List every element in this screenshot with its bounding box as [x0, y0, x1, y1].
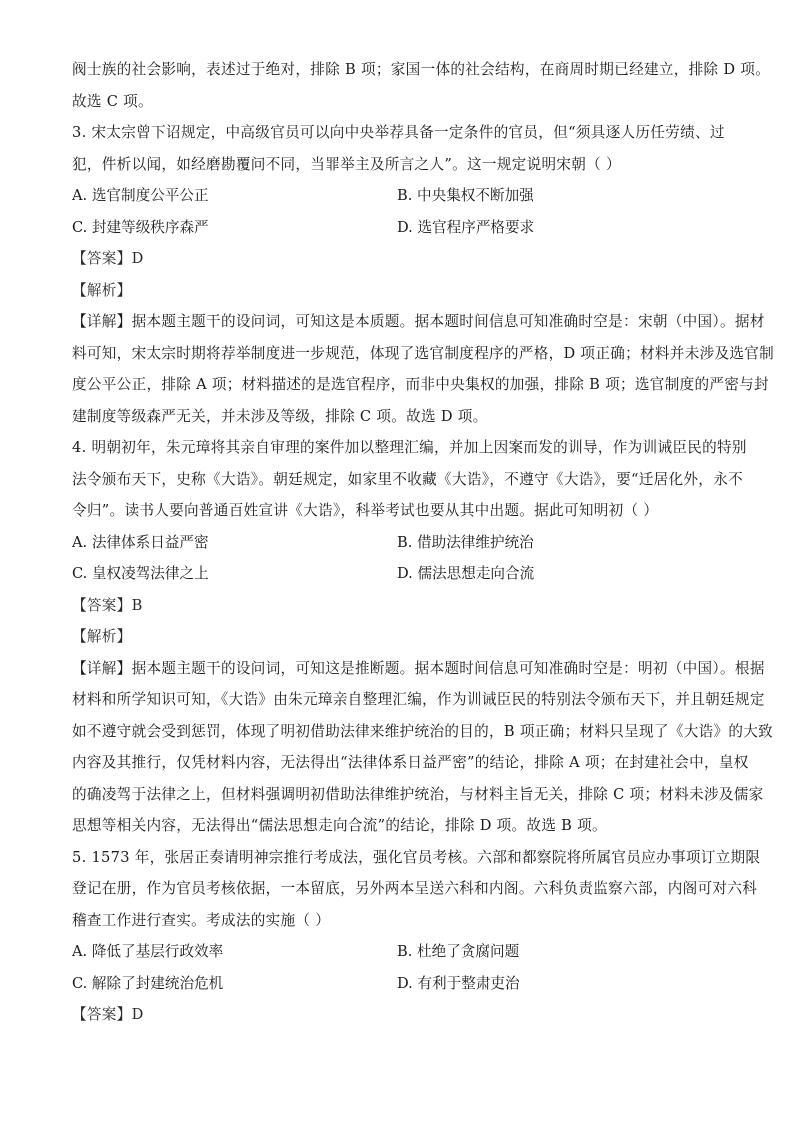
analysis-line: 【详解】据本题主题干的设问词，可知这是本质题。据本题时间信息可知准确时空是：宋朝（中国）。据材	[72, 313, 765, 330]
option-d: D. 选官程序严格要求	[397, 218, 535, 236]
analysis-label: 【解析】	[72, 281, 132, 299]
options-row	[72, 974, 732, 993]
analysis-line: 如不遵守就会受到惩罚，体现了明初借助法律来维护统治的目的，B 项正确；材料只呈现了《大诰》的大致	[72, 722, 774, 740]
option-c: C. 解除了封建统治危机	[72, 974, 224, 992]
options-row	[72, 186, 732, 205]
analysis-line: 料可知，宋太宗时期将荐举制度进一步规范，体现了选官制度程序的严格，D 项正确；材料并未涉及选官制	[72, 344, 775, 362]
question-stem-line: 犯，件析以闻，如经磨勘覆问不同，当罪举主及所言之人”。这一规定说明宋朝（ ）	[72, 155, 621, 173]
option-d: D. 儒法思想走向合流	[397, 565, 535, 582]
analysis-line: 度公平公正，排除 A 项；材料描述的是选官程序，而非中央集权的加强，排除 B 项；选官制度的严密与封	[72, 376, 769, 393]
option-b: B. 中央集权不断加强	[397, 187, 534, 204]
question-5	[72, 848, 761, 1025]
analysis-label: 【解析】	[72, 628, 132, 645]
analysis-line: 的确凌驾于法律之上，但材料强调明初借助法律维护统治，与材料主旨无关，排除 C 项；材料未涉及儒家	[72, 785, 764, 803]
question-stem-line: 稽查工作进行查实。考成法的实施（ ）	[72, 911, 331, 929]
option-b: B. 杜绝了贪腐问题	[397, 943, 520, 960]
previous-question-analysis-tail	[72, 60, 771, 111]
options-row	[72, 533, 732, 552]
option-d: D. 有利于整肃吏治	[397, 974, 520, 992]
analysis-line: 思想等相关内容，无法得出“儒法思想走向合流”的结论，排除 D 项。故选 B 项。	[72, 817, 607, 834]
text-line: 故选 C 项。	[72, 92, 153, 110]
question-4	[72, 438, 774, 835]
answer-label: 【答案】B	[72, 596, 143, 614]
option-a: A. 降低了基层行政效率	[72, 943, 224, 960]
question-stem-line: 3. 宋太宗曾下诏规定，中高级官员可以向中央举荐具备一定条件的官员，但“须具逐人历任劳绩、过	[72, 124, 725, 141]
analysis-line: 材料和所学知识可知，《大诰》由朱元璋亲自整理汇编，作为训诫臣民的特别法令颁布天下，并且朝廷规定	[72, 691, 765, 708]
analysis-line: 建制度等级森严无关，并未涉及等级，排除 C 项。故选 D 项。	[72, 407, 488, 425]
options-row	[72, 218, 732, 237]
option-b: B. 借助法律维护统治	[397, 533, 534, 551]
question-stem-line: 5. 1573 年，张居正奏请明神宗推行考成法，强化官员考核。六部和都察院将所属官员应办事项订立期限	[72, 848, 761, 866]
question-stem-line: 4. 明朝初年，朱元璋将其亲自审理的案件加以整理汇编，并加上因案而发的训导，作为训诫臣民的特别	[72, 439, 747, 456]
document-page	[72, 60, 775, 1037]
analysis-line: 【详解】据本题主题干的设问词，可知这是推断题。据本题时间信息可知准确时空是：明初（中国）。根据	[72, 659, 765, 677]
option-c: C. 皇权凌驾法律之上	[72, 565, 209, 582]
option-a: A. 选官制度公平公正	[72, 187, 209, 204]
options-row	[72, 942, 732, 961]
question-stem-line: 登记在册，作为官员考核依据，一本留底，另外两本呈送六科和内阁。六科负责监察六部，内阁可对六科	[72, 880, 758, 897]
question-stem-line: 法令颁布天下，史称《大诰》。朝廷规定，如家里不收藏《大诰》，不遵守《大诰》，要“迁居化外，永不	[72, 470, 743, 488]
option-a: A. 法律体系日益严密	[72, 533, 209, 551]
question-3	[72, 123, 775, 426]
options-row	[72, 564, 732, 583]
analysis-line: 内容及其推行，仅凭材料内容，无法得出“法律体系日益严密”的结论，排除 A 项；在封建社会中，皇权	[72, 754, 749, 771]
question-stem-line: 令归”。读书人要向普通百姓宣讲《大诰》，科举考试也要从其中出题。据此可知明初（ ）	[72, 502, 659, 519]
text-line: 阀士族的社会影响，表述过于绝对，排除 B 项；家国一体的社会结构，在商周时期已经建立，排除 D 项。	[72, 61, 771, 78]
option-c: C. 封建等级秩序森严	[72, 218, 209, 236]
answer-label: 【答案】D	[72, 1006, 144, 1023]
answer-label: 【答案】D	[72, 250, 144, 267]
